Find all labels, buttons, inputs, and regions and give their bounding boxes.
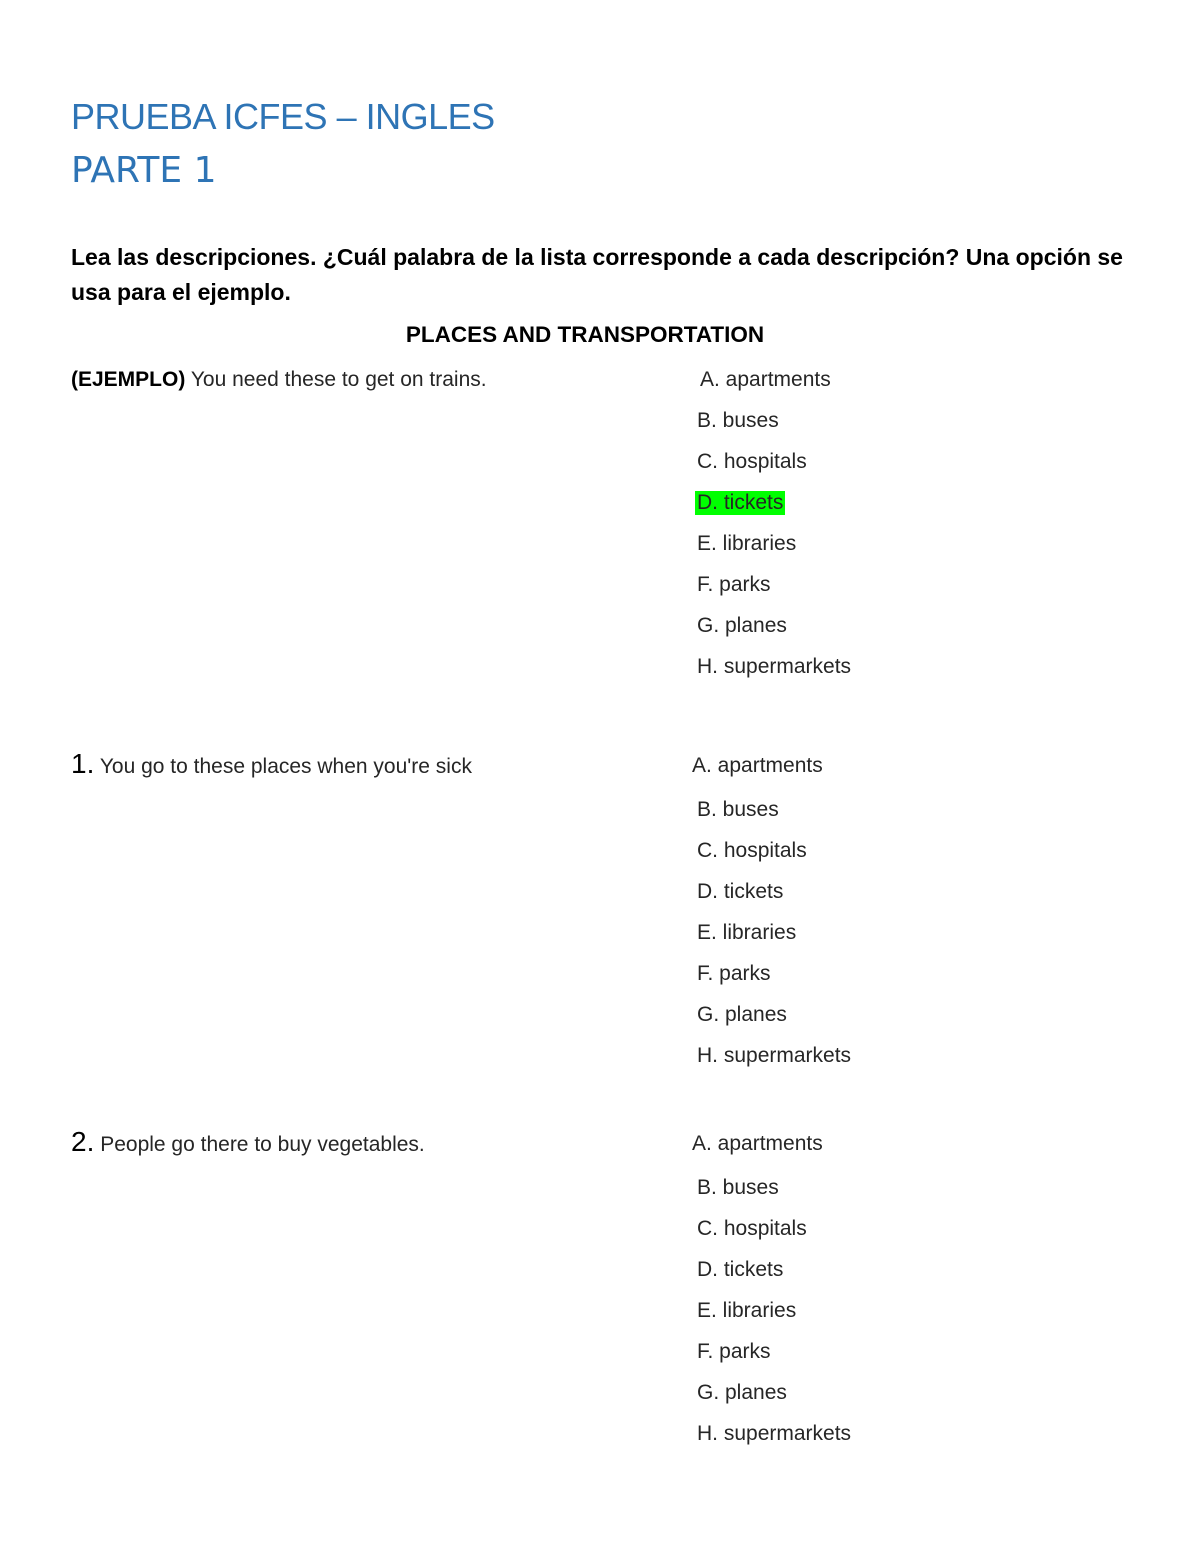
question-2-option-h: H. supermarkets <box>697 1422 852 1445</box>
question-2-option-g: G. planes <box>697 1381 787 1404</box>
question-2-option-a: A. apartments <box>692 1132 823 1155</box>
question-2-option-c: C. hospitals <box>697 1217 807 1240</box>
example-option-g: G. planes <box>697 614 787 637</box>
example-option-f: F. parks <box>697 573 771 596</box>
question-1-text: You go to these places when you're sick <box>99 755 472 778</box>
example-text: You need these to get on trains. <box>190 368 487 391</box>
example-option-c: C. hospitals <box>697 450 807 473</box>
question-1 <box>71 748 472 780</box>
question-2 <box>71 1126 425 1158</box>
question-1-option-d: D. tickets <box>697 880 784 903</box>
question-1-option-c: C. hospitals <box>697 839 807 862</box>
question-1-number: 1. <box>71 748 95 779</box>
question-2-option-d: D. tickets <box>697 1258 784 1281</box>
example-option-e: E. libraries <box>697 532 797 555</box>
question-2-option-b: B. buses <box>697 1176 779 1199</box>
example-option-d-answer: D. tickets <box>697 491 784 514</box>
example-question <box>71 368 487 392</box>
example-label: (EJEMPLO) <box>71 368 186 391</box>
part-title: PARTE 1 <box>71 150 217 191</box>
document-title: PRUEBA ICFES – INGLES <box>71 96 495 137</box>
question-1-option-e: E. libraries <box>697 921 797 944</box>
question-2-option-f: F. parks <box>697 1340 771 1363</box>
question-2-option-e: E. libraries <box>697 1299 797 1322</box>
question-2-text: People go there to buy vegetables. <box>100 1133 425 1156</box>
question-1-option-f: F. parks <box>697 962 771 985</box>
example-option-a: A. apartments <box>700 368 831 391</box>
question-1-option-a: A. apartments <box>692 754 823 777</box>
example-option-b: B. buses <box>697 409 779 432</box>
instructions: Lea las descripciones. ¿Cuál palabra de la lista corresponde a cada descripción? Una opción se usa para el ejemplo. <box>71 244 1123 305</box>
question-2-number: 2. <box>71 1126 95 1157</box>
example-option-h: H. supermarkets <box>697 655 852 678</box>
question-1-option-h: H. supermarkets <box>697 1044 852 1067</box>
question-1-option-g: G. planes <box>697 1003 787 1026</box>
section-heading: PLACES AND TRANSPORTATION <box>405 322 765 347</box>
question-1-option-b: B. buses <box>697 798 779 821</box>
